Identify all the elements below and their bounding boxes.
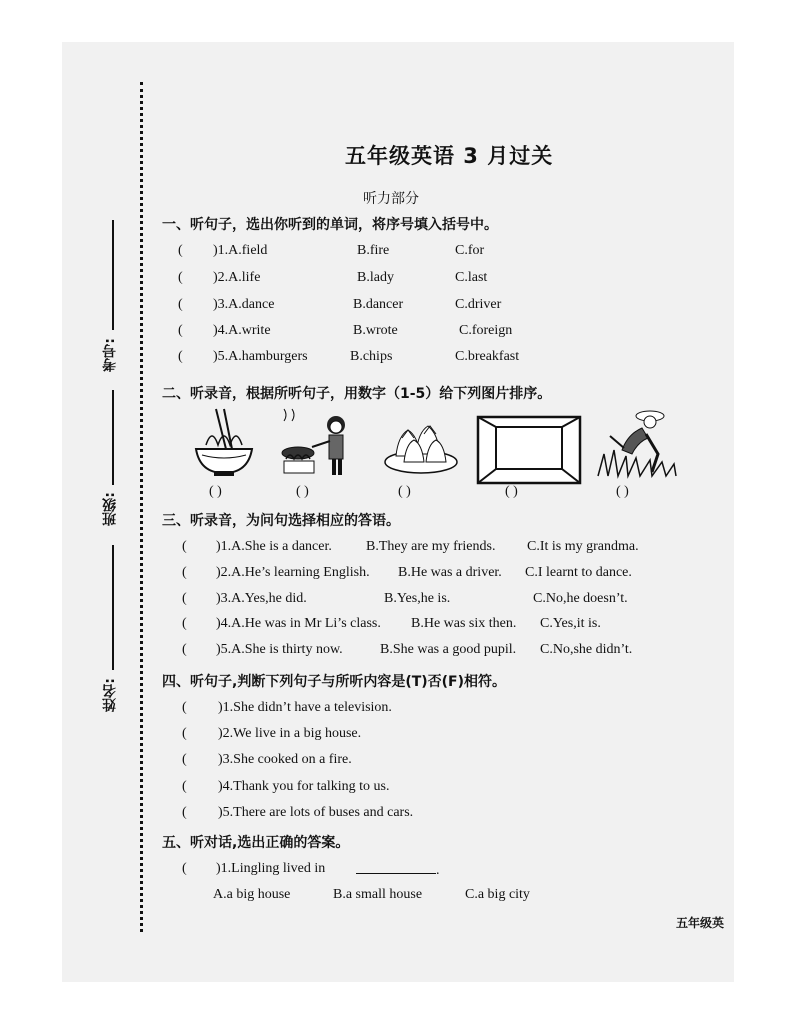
envelope-icon [476,415,582,485]
answer-paren[interactable]: ( [178,297,183,312]
class-label: 班级: [102,492,118,526]
option-c: C.driver [455,297,502,312]
option-b: B.He was a driver. [398,565,502,580]
option-c: C.last [455,270,488,285]
option-a: )1.A.She is a dancer. [216,539,332,554]
section-1-heading: 一、听句子，选出你听到的单词，将序号填入括号中。 [162,217,498,233]
option-c: C.a big city [465,887,530,902]
option-b: B.wrote [353,323,398,338]
option-a: )3.A.Yes,he did. [216,591,307,606]
section-5-heading: 五、听对话,选出正确的答案。 [162,835,350,851]
answer-paren[interactable]: ( [182,861,187,876]
answer-paren[interactable]: ( [182,700,187,715]
option-a: )4.A.He was in Mr Li’s class. [216,616,381,631]
answer-paren[interactable]: ( [182,779,187,794]
picture-answer-box[interactable]: ( ) [505,484,518,499]
answer-paren[interactable]: ( [182,565,187,580]
class-field [96,390,136,550]
picture-answer-box[interactable]: ( ) [398,484,411,499]
statement-text: )2.We live in a big house. [218,726,362,741]
name-field [96,545,136,735]
answer-paren[interactable]: ( [178,243,183,258]
fill-blank[interactable] [356,861,440,879]
option-b: B.lady [357,270,394,285]
answer-paren[interactable]: ( [182,642,187,657]
picture-answer-box[interactable]: ( ) [209,484,222,499]
option-a: )1.A.field [213,243,268,258]
statement-text: )1.She didn’t have a television. [218,700,392,715]
option-a: )5.A.hamburgers [213,349,308,364]
page-title: 五年级英语 3 月过关 [345,144,554,168]
statement-text: )5.There are lots of buses and cars. [218,805,414,820]
option-a: )2.A.life [213,270,261,285]
answer-paren[interactable]: ( [182,591,187,606]
answer-paren[interactable]: ( [178,349,183,364]
picture-answer-box[interactable]: ( ) [296,484,309,499]
section-3-heading: 三、听录音，为问句选择相应的答语。 [162,513,400,529]
option-a: )5.A.She is thirty now. [216,642,343,657]
answer-paren[interactable]: ( [182,805,187,820]
option-b: B.They are my friends. [366,539,496,554]
name-line [112,545,114,670]
option-a: )3.A.dance [213,297,275,312]
answer-paren[interactable]: ( [182,539,187,554]
name-label: 姓名: [102,678,118,712]
section-2-heading: 二、听录音，根据所听句子，用数字（1-5）给下列图片排序。 [162,386,552,402]
answer-paren[interactable]: ( [182,616,187,631]
exam-number-line [112,220,114,330]
answer-paren[interactable]: ( [178,270,183,285]
answer-paren[interactable]: ( [182,726,187,741]
option-c: C.Yes,it is. [540,616,601,631]
listening-part-heading: 听力部分 [363,191,419,207]
blank-period: . [436,863,440,878]
exam-number-label: 考号: [102,338,118,372]
question-text: )1.Lingling lived in [216,861,326,876]
option-a: )4.A.write [213,323,271,338]
girl-cooking-icon [276,407,356,479]
exam-number-field [96,220,136,380]
answer-paren[interactable]: ( [182,752,187,767]
option-b: B.She was a good pupil. [380,642,517,657]
option-b: B.Yes,he is. [384,591,451,606]
option-b: B.chips [350,349,393,364]
option-c: C.foreign [459,323,513,338]
class-line [112,390,114,485]
statement-text: )4.Thank you for talking to us. [218,779,390,794]
statement-text: )3.She cooked on a fire. [218,752,352,767]
dumplings-plate-icon [382,410,460,476]
option-c: C.No,she didn’t. [540,642,633,657]
farmer-working-icon [594,406,682,480]
noodles-bowl-icon [192,407,256,479]
option-c: C.for [455,243,485,258]
binding-dotted-line [140,82,143,932]
page-footer: 五年级英 [676,916,725,930]
option-a: )2.A.He’s learning English. [216,565,370,580]
option-b: B.He was six then. [411,616,517,631]
answer-paren[interactable]: ( [178,323,183,338]
picture-answer-box[interactable]: ( ) [616,484,629,499]
option-c: C.It is my grandma. [527,539,639,554]
option-c: C.I learnt to dance. [525,565,632,580]
option-b: B.fire [357,243,390,258]
section-4-heading: 四、听句子,判断下列句子与所听内容是(T)否(F)相符。 [162,674,507,690]
option-b: B.a small house [333,887,423,902]
option-a: A.a big house [213,887,291,902]
option-b: B.dancer [353,297,404,312]
option-c: C.breakfast [455,349,520,364]
option-c: C.No,he doesn’t. [533,591,628,606]
